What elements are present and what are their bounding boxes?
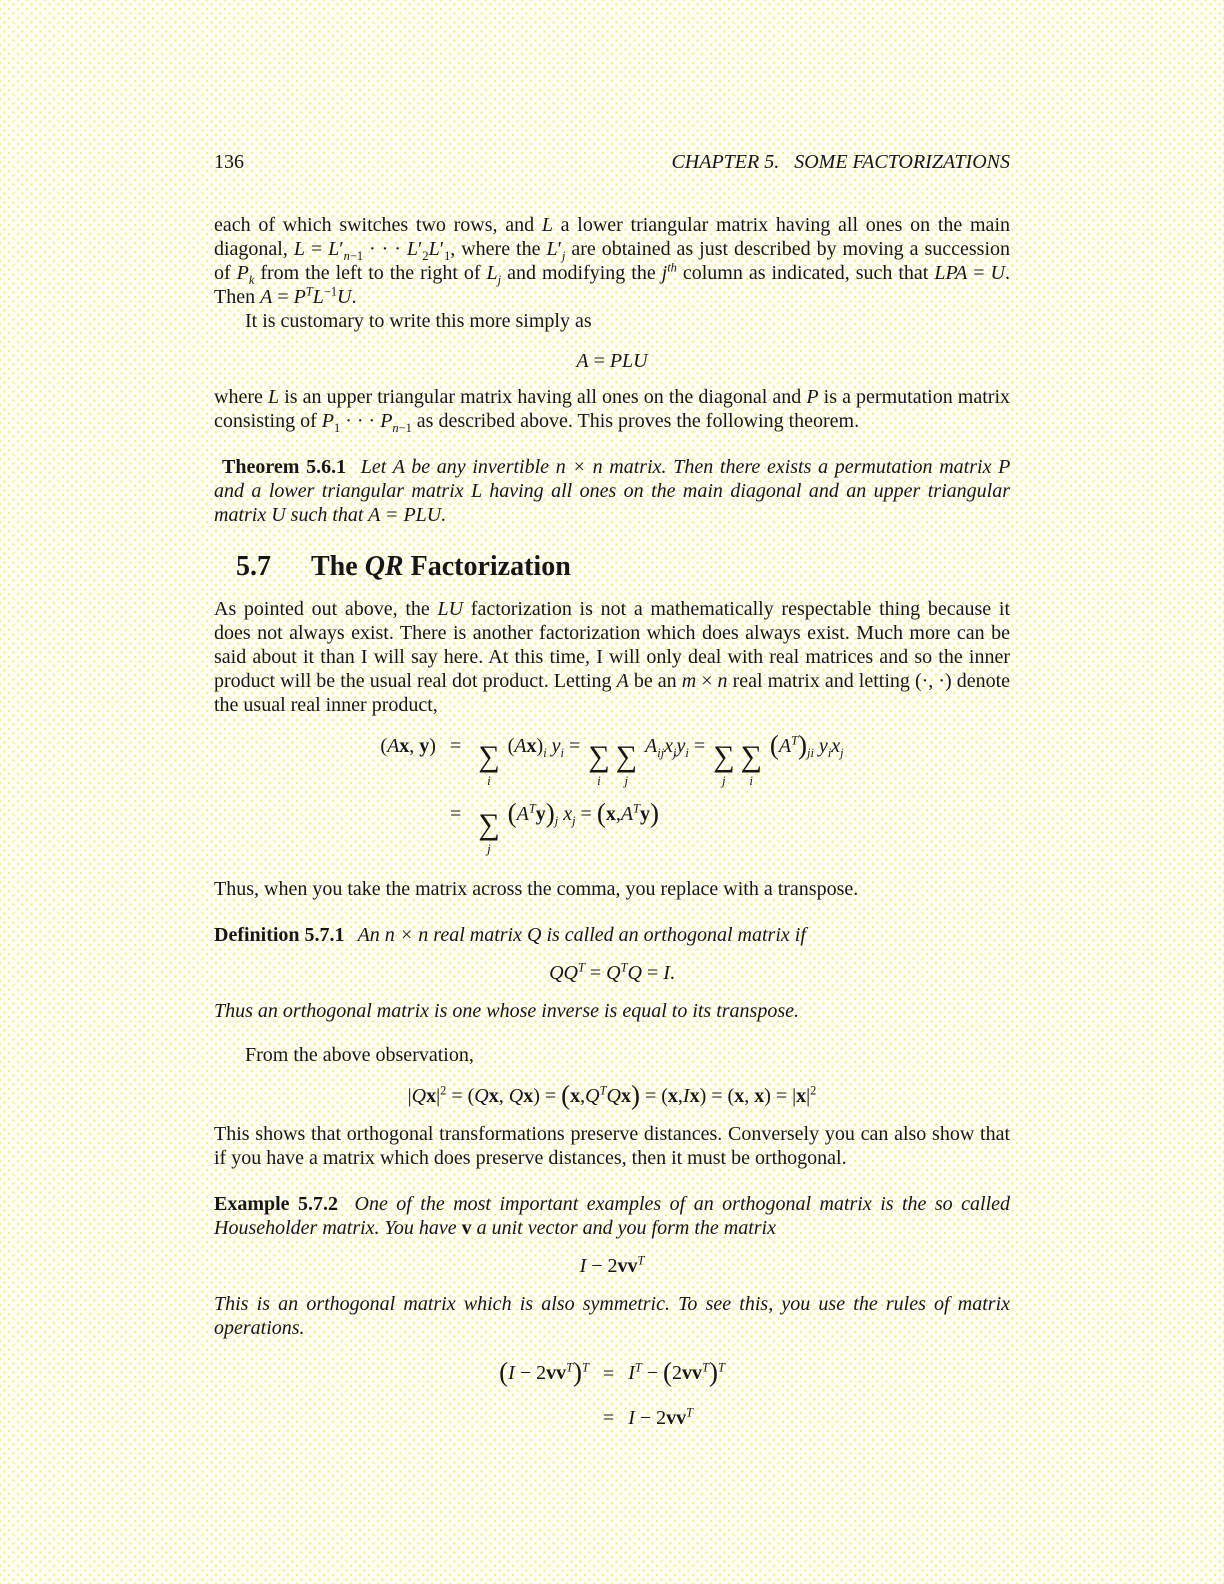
example-label: Example 5.7.2 <box>214 1193 339 1216</box>
equals-sign: = <box>602 1362 615 1385</box>
running-header: CHAPTER 5. SOME FACTORIZATIONS <box>671 151 1010 173</box>
equation-rhs-row1: $I^T - (2vv^T)^T$ <box>628 1357 725 1388</box>
section-number: 5.7 <box>236 551 271 582</box>
theorem-label-text: Theorem 5.6.1 <box>222 456 347 478</box>
paragraph-symmetric: This is an orthogonal matrix which is also symmetric. To see this, you use the rules of matrix operations. <box>214 1293 1010 1340</box>
equals-sign: = <box>449 735 462 758</box>
paragraph-observation: From the above observation, <box>245 1044 474 1067</box>
page-header <box>214 0 1010 174</box>
section-heading <box>236 549 1010 585</box>
equals-sign: = <box>602 1406 615 1429</box>
theorem-5-6-1 <box>214 455 1010 527</box>
definition-label: Definition 5.7.1 <box>214 924 345 947</box>
definition-5-7-1 <box>214 923 1010 947</box>
page-number: 136 <box>214 151 244 173</box>
equation-rhs-row2: ∑ j $(A^Ty)_j$ $x_j = (x,A^Ty)$ <box>478 798 659 857</box>
paragraph-qr-intro: As pointed out above, the LU factorization is not a mathematically respectable thing because it does not always exist. There is another factorization which does always exist. Much more can be said about it than I will say here. At this time, I will only deal with real matrices and so the inner product will be the usual real dot product. Letting A be an m × n real matrix and letting (·, ·) denote the usual real inner product, <box>214 598 1011 716</box>
equation-rhs-row2: $I - 2vv^T$ <box>628 1404 694 1429</box>
equation-qqt: $QQ^T = Q^TQ = I$. <box>549 960 675 985</box>
equation-rhs-row1: ∑ i $(Ax)_i$ $y_i$ = ∑ i ∑ j $A_{ij}x_jy_i$ = ∑ j ∑ i $(A^T)_{ji}$ $y_ix_j$ <box>478 730 844 789</box>
theorem-body: Let A be any invertible n × n matrix. Then there exists a permutation matrix P and a lower triangular matrix L having all ones on the main diagonal and an upper triangular matrix U such that A = PLU. <box>214 456 1010 526</box>
definition-body: An n × n real matrix Q is called an orthogonal matrix if <box>357 924 806 947</box>
equation-qx-norm: $|Qx|^2 = (Qx$, $Qx) = (x,Q^TQx) = (x,Ix) = (x$, $x) = |x|^2$ <box>407 1080 817 1111</box>
equation-lhs: $(I - 2vv^T)^T$ <box>499 1357 589 1388</box>
section-title: The QR Factorization <box>311 551 571 582</box>
equation-lhs: (Ax, y) <box>380 735 436 758</box>
paragraph-distances: This shows that orthogonal transformations preserve distances. Conversely you can also show that if you have a matrix which does preserve distances, then it must be orthogonal. <box>214 1123 1010 1170</box>
paragraph-transpose: Thus, when you take the matrix across the comma, you replace with a transpose. <box>214 878 859 901</box>
equation-a-plu: A = PLU <box>576 350 648 372</box>
paragraph-lu-intro: each of which switches two rows, and L a lower triangular matrix having all ones on the main diagonal, $L = L'_{n-1}$ · · · $L'_2L'_1$, where the $L'_j$ are obtained as just described by moving a succession of $P_k$ from the left to the right of $L_j$ and modifying the $j^{th}$ column as indicated, such that LPA = U. Then $A = P^TL^{-1}U$. <box>214 214 1011 308</box>
equals-sign: = <box>449 803 462 826</box>
example-body: One of the most important examples of an orthogonal matrix is the so called Householder matrix. You have v a unit vector and you form the matrix <box>214 1193 1011 1240</box>
example-5-7-2 <box>214 1192 1010 1240</box>
paragraph-where-l: where L is an upper triangular matrix having all ones on the diagonal and P is a permutation matrix consisting of $P_1$ · · · $P_{n-1}$ as described above. This proves the following theorem. <box>214 386 1011 435</box>
paragraph-customary: It is customary to write this more simply as <box>245 310 592 332</box>
equation-inner-product <box>214 730 1010 857</box>
paragraph-inverse-transpose: Thus an orthogonal matrix is one whose inverse is equal to its transpose. <box>214 1000 799 1023</box>
equation-householder: $I - 2vv^T$ <box>579 1253 645 1278</box>
equation-transpose-rules <box>214 1357 1010 1429</box>
